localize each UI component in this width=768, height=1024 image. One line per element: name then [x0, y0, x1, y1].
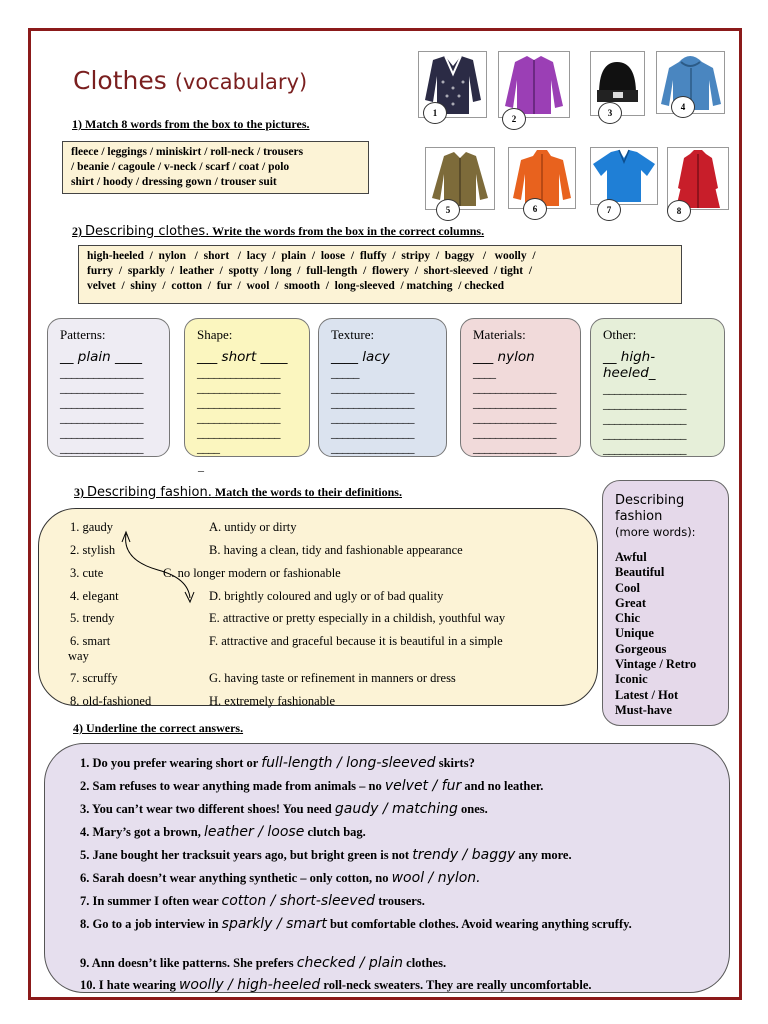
- section2-heading-prefix: 2): [72, 224, 85, 238]
- column-answer-lines[interactable]: _______________ _______________ _______________ _______________ _______________: [603, 381, 686, 456]
- answer-options[interactable]: cotton / short-sleeved: [221, 893, 376, 909]
- question-6: [80, 870, 680, 886]
- picture-number-1: 1: [423, 102, 447, 124]
- section2-heading-title: Describing clothes.: [85, 224, 210, 239]
- question-7: [80, 893, 680, 909]
- match-definition: H. extremely fashionable: [209, 694, 335, 708]
- jacket-icon: [426, 148, 494, 209]
- match-word: 2. stylish: [70, 543, 116, 557]
- answer-options[interactable]: velvet / fur: [384, 778, 462, 794]
- match-definition: G. having taste or refinement in manners or dress: [209, 671, 456, 685]
- section3-heading-instruction: Match the words to their definitions.: [211, 485, 402, 499]
- match-definition: D. brightly coloured and ugly or of bad quality: [209, 589, 444, 603]
- column-other: [590, 318, 725, 457]
- question-text-end: any more.: [515, 848, 572, 862]
- match-word: 3. cute: [70, 566, 104, 580]
- more-word: Awful: [615, 550, 647, 564]
- picture-7: [590, 147, 658, 205]
- section3-heading: [74, 485, 402, 500]
- question-3: [80, 801, 680, 817]
- match-definition: A. untidy or dirty: [209, 520, 297, 534]
- picture-number-7: 7: [597, 199, 621, 221]
- match-definition: F. attractive and graceful because it is beautiful in a simple: [209, 634, 503, 648]
- question-text: 5. Jane bought her tracksuit years ago, but bright green is not: [80, 848, 413, 862]
- match-word: 1. gaudy: [70, 520, 114, 534]
- section4-heading: 4) Underline the correct answers.: [73, 721, 244, 735]
- picture-number-4: 4: [671, 96, 695, 118]
- section3-heading-title: Describing fashion.: [87, 485, 212, 500]
- column-label: Materials:: [473, 327, 526, 342]
- word-box-line: shirt / hoody / dressing gown / trouser suit: [71, 176, 277, 188]
- match-word: 7. scruffy: [70, 671, 118, 685]
- more-word: Unique: [615, 626, 654, 641]
- section1-word-box: [62, 141, 369, 194]
- match-definition: E. attractive or pretty especially in a childish, youthful way: [209, 611, 506, 625]
- match-word: 8. old-fashioned: [70, 694, 152, 708]
- page-title: [73, 66, 307, 95]
- polo-shirt-icon: [591, 148, 657, 204]
- stray-underscore: _: [198, 459, 204, 473]
- picture-5: [425, 147, 495, 210]
- column-answer-lines[interactable]: _______________ _______________ _______________ _______________ _______________ ____: [197, 365, 280, 455]
- answer-options[interactable]: gaudy / matching: [334, 801, 458, 817]
- title-sub: (vocabulary): [174, 70, 308, 94]
- more-word: Cool: [615, 580, 640, 595]
- word-box-line: furry / sparkly / leather / spotty / long / full-length / flowery / short-sleeved / tight /: [87, 265, 533, 277]
- picture-number-2: 2: [502, 108, 526, 130]
- more-word: Beautiful: [615, 565, 665, 580]
- fleece-jacket-icon: [499, 52, 569, 117]
- question-text: 2. Sam refuses to wear anything made from animals – no: [80, 779, 385, 793]
- cagoule-icon: [509, 148, 575, 208]
- more-words-subtitle: (more words):: [615, 525, 696, 539]
- question-text: 8. Go to a job interview in: [80, 917, 222, 931]
- more-words-title: Describing fashion: [615, 493, 685, 524]
- match-word: 6. smart: [70, 634, 111, 648]
- word-box-line: high-heeled / nylon / short / lacy / plain / loose / fluffy / stripy / baggy / woolly /: [87, 250, 536, 262]
- column-answer-lines[interactable]: _______________ _______________ _______________ _______________ _______________ _______________: [60, 365, 143, 455]
- question-9: [80, 955, 680, 971]
- section3-heading-prefix: 3): [74, 485, 87, 499]
- more-word: Iconic: [615, 672, 648, 687]
- section2-heading-instruction: Write the words from the box in the correct columns.: [209, 224, 485, 238]
- section2-word-box: [78, 245, 682, 304]
- column-label: Shape:: [197, 327, 233, 342]
- question-text: 10. I hate wearing: [80, 978, 179, 992]
- column-patterns: [47, 318, 170, 457]
- column-label: Patterns:: [60, 327, 106, 342]
- question-5: [80, 847, 680, 863]
- question-text-end: roll-neck sweaters. They are really uncomfortable.: [320, 978, 592, 992]
- question-text-end: clutch bag.: [304, 825, 366, 839]
- question-text: 9. Ann doesn’t like patterns. She prefers: [80, 956, 297, 970]
- question-text: 1. Do you prefer wearing short or: [80, 756, 262, 770]
- more-word: Great: [615, 595, 647, 610]
- column-shape: [184, 318, 310, 457]
- more-word: Vintage / Retro: [615, 657, 697, 672]
- question-4: [80, 824, 680, 840]
- answer-options[interactable]: woolly / high-heeled: [178, 977, 321, 993]
- word-box-line: / beanie / cagoule / v-neck / scarf / coat / polo: [71, 161, 290, 173]
- section1-heading: 1) Match 8 words from the box to the pictures.: [72, 117, 310, 131]
- match-word: 4. elegant: [70, 589, 119, 603]
- more-words-box: [602, 480, 729, 726]
- question-text: 7. In summer I often wear: [80, 894, 222, 908]
- question-text: 3. You can’t wear two different shoes! You need: [80, 802, 335, 816]
- column-example: ____ lacy: [331, 349, 390, 365]
- picture-number-8: 8: [667, 200, 691, 222]
- picture-number-3: 3: [598, 102, 622, 124]
- column-label: Texture:: [331, 327, 375, 342]
- match-definition: B. having a clean, tidy and fashionable appearance: [209, 543, 463, 557]
- answer-options[interactable]: trendy / baggy: [412, 847, 516, 863]
- question-text: 6. Sarah doesn’t wear anything synthetic – only cotton, no: [80, 871, 392, 885]
- question-text-end: ones.: [457, 802, 488, 816]
- picture-number-5: 5: [436, 199, 460, 221]
- column-example: __ plain ____: [60, 349, 142, 365]
- picture-number-6: 6: [523, 198, 547, 220]
- match-word: 5. trendy: [70, 611, 115, 625]
- column-example: ___ nylon: [473, 349, 535, 365]
- answer-options[interactable]: leather / loose: [203, 824, 305, 840]
- column-texture: [318, 318, 447, 457]
- more-word: Must-have: [615, 702, 672, 717]
- answer-options[interactable]: sparkly / smart: [221, 916, 327, 932]
- column-example: ___ short ____: [197, 349, 288, 365]
- more-word: Gorgeous: [615, 641, 667, 656]
- match-definition: C. no longer modern or fashionable: [163, 566, 341, 580]
- title-main: Clothes: [73, 66, 167, 95]
- word-box-line: fleece / leggings / miniskirt / roll-neck / trousers: [71, 146, 304, 158]
- column-materials: [460, 318, 581, 457]
- answer-options[interactable]: wool / nylon.: [391, 870, 481, 886]
- column-answer-lines[interactable]: ____ _______________ _______________ _______________ _______________ _______________: [473, 365, 556, 455]
- column-label: Other:: [603, 327, 637, 342]
- column-example: __ high-heeled_: [603, 349, 656, 381]
- answer-options[interactable]: checked / plain: [296, 955, 404, 971]
- question-text-end: skirts?: [435, 756, 475, 770]
- question-text-end: but comfortable clothes. Avoid wearing anything scruffy.: [326, 917, 632, 931]
- word-box-line: velvet / shiny / cotton / fur / wool / smooth / long-sleeved / matching / checked: [87, 280, 504, 292]
- question-text-end: trousers.: [375, 894, 425, 908]
- question-1: [80, 755, 680, 771]
- more-word: Latest / Hot: [615, 687, 679, 702]
- question-text-end: and no leather.: [461, 779, 544, 793]
- question-2: [80, 778, 680, 794]
- question-text: 4. Mary’s got a brown,: [80, 825, 204, 839]
- answer-options[interactable]: full-length / long-sleeved: [261, 755, 436, 771]
- question-text-end: clothes.: [403, 956, 447, 970]
- question-8: [80, 916, 680, 932]
- question-10: [80, 977, 680, 993]
- more-word: Chic: [615, 611, 640, 626]
- section2-heading: [72, 224, 484, 239]
- match-word-wrap: way: [68, 649, 89, 663]
- column-answer-lines[interactable]: _____ _______________ _______________ _______________ _______________ _______________: [331, 365, 414, 455]
